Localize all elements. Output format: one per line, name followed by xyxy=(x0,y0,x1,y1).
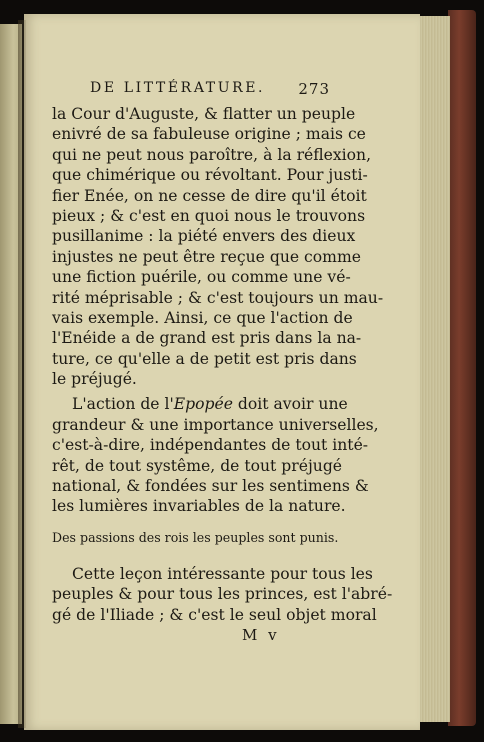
text-line: national, & fondées sur les sentimens & xyxy=(52,477,369,496)
text-line: qui ne peut nous paroître, à la réflexion, xyxy=(52,145,372,164)
book-gutter xyxy=(18,20,26,728)
text-line: que chimérique ou révoltant. Pour justi- xyxy=(52,166,368,185)
text-line: injustes ne peut être reçue que comme xyxy=(52,247,361,266)
paragraph-3 xyxy=(52,564,393,625)
book-cover-edge xyxy=(448,10,476,726)
text-line: une fiction puérile, ou comme une vé- xyxy=(52,268,351,287)
text-line: pieux ; & c'est en quoi nous le trouvons xyxy=(52,206,366,225)
verse-quotation: Des passions des rois les peuples sont punis. xyxy=(52,529,339,545)
text-line: rêt, de tout systême, de tout préjugé xyxy=(52,456,343,475)
text-line: Cette leçon intéressante pour tous les xyxy=(72,564,373,583)
page-text xyxy=(52,78,393,645)
text-line: fier Enée, on ne cesse de dire qu'il étoit xyxy=(52,186,367,205)
running-title: DE LITTÉRATURE. xyxy=(90,80,266,96)
text-line: gé de l'Iliade ; & c'est le seul objet moral xyxy=(52,605,377,624)
page-number: 273 xyxy=(298,80,330,98)
text-line: ture, ce qu'elle a de petit est pris dans xyxy=(52,349,357,368)
text-line: peuples & pour tous les princes, est l'abré- xyxy=(52,585,393,604)
text-line: le préjugé. xyxy=(52,370,137,389)
text-line: les lumières invariables de la nature. xyxy=(52,497,346,516)
page-stack-edge xyxy=(416,16,450,722)
paragraph-2 xyxy=(52,394,379,516)
text-span: doit avoir une xyxy=(232,395,348,414)
text-line: pusillanime : la piété envers des dieux xyxy=(52,227,356,246)
text-span: L'action de l' xyxy=(72,395,174,414)
text-line: l'Enéide a de grand est pris dans la na- xyxy=(52,329,362,348)
text-line: enivré de sa fabuleuse origine ; mais ce xyxy=(52,125,366,144)
text-line: vais exemple. Ainsi, ce que l'action de xyxy=(52,308,353,327)
text-line: c'est-à-dire, indépendantes de tout inté- xyxy=(52,436,369,455)
signature-mark: M v xyxy=(242,625,280,644)
running-head xyxy=(52,78,330,104)
text-line: rité méprisable ; & c'est toujours un mau- xyxy=(52,288,384,307)
text-line: la Cour d'Auguste, & flatter un peuple xyxy=(52,105,356,123)
italic-term: Epopée xyxy=(173,395,233,414)
text-line xyxy=(52,394,348,414)
text-line: grandeur & une importance universelles, xyxy=(52,415,379,434)
paragraph-1 xyxy=(52,104,384,389)
